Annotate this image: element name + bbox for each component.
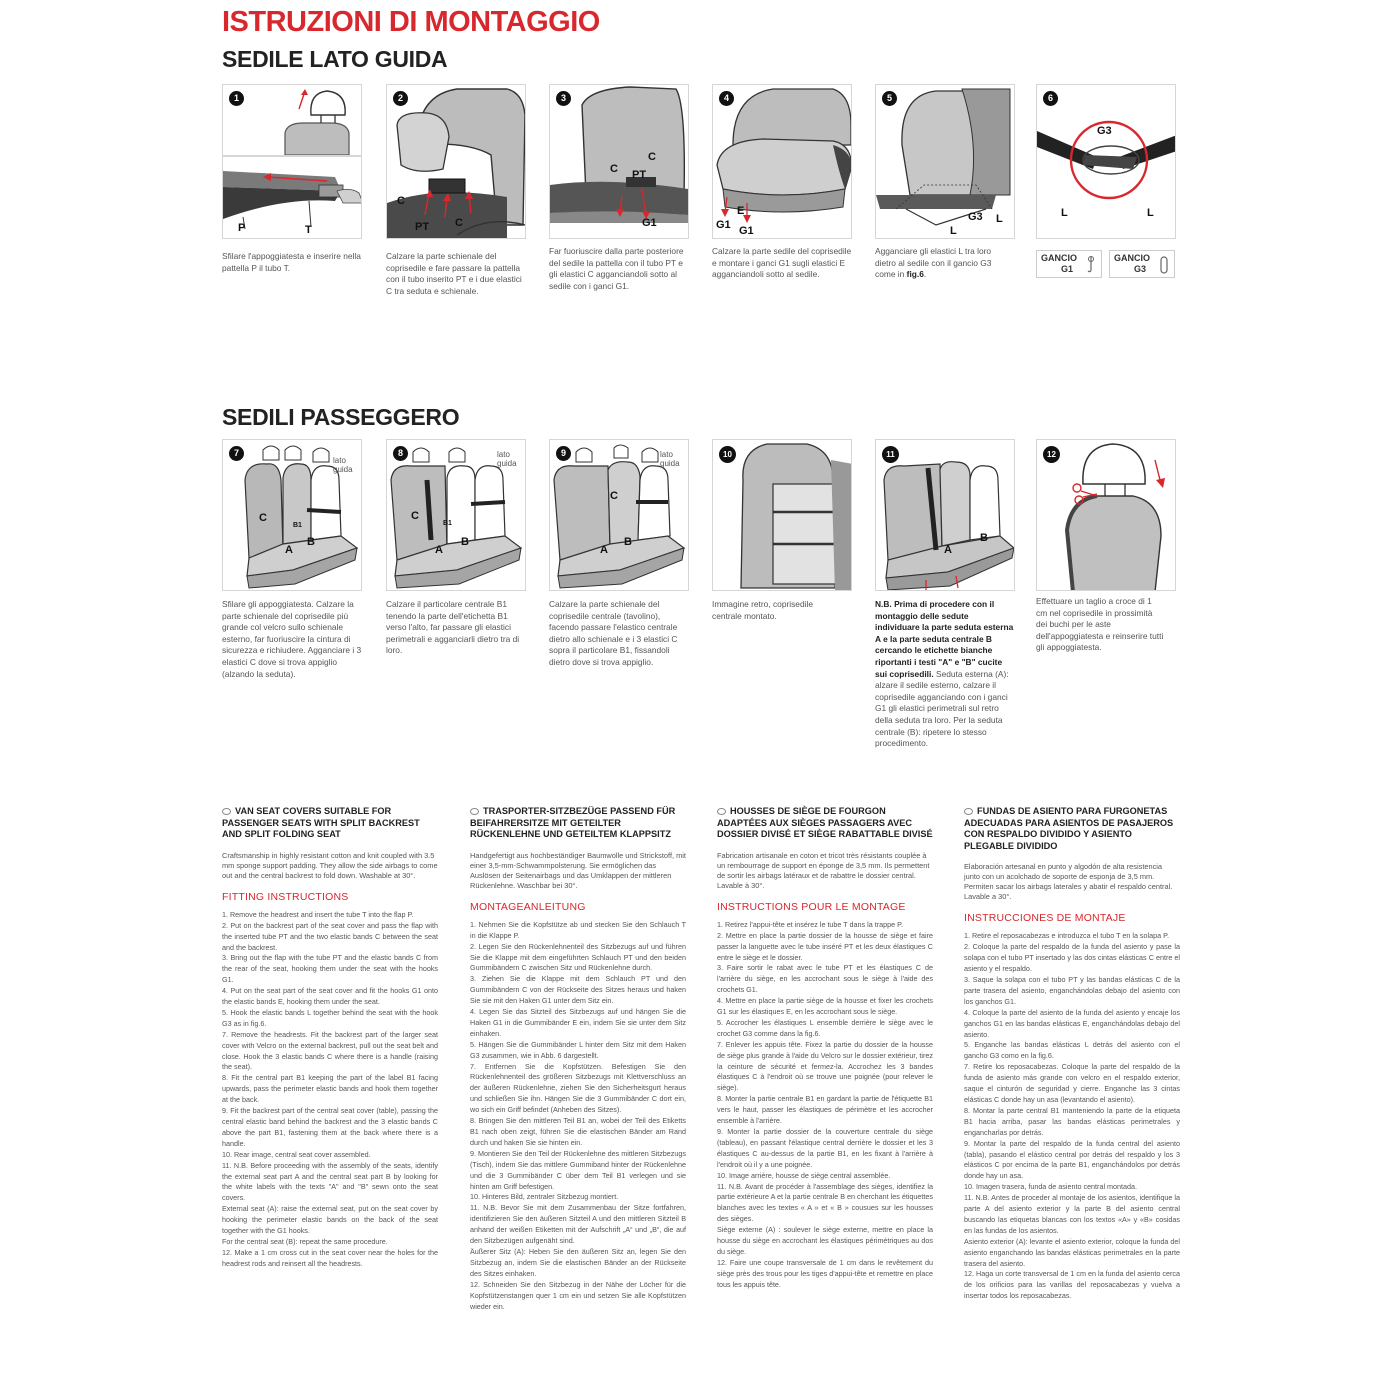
instruction-step: 1. Retirez l'appui-tête et insérez le tube T dans la trappe P. bbox=[717, 919, 903, 929]
language-column-en bbox=[222, 806, 438, 1270]
language-intro-es: Elaboración artesanal en punto y algodón de alta resistencia junto con un acolchado de soporte de esponja de 3,5 mm. Permiten sacar los airbags laterales y abatir el respaldo central. Lavable a 30°. bbox=[964, 862, 1173, 902]
step-6-label-g3: G3 bbox=[1097, 125, 1112, 137]
step-2-label-c-right: C bbox=[455, 217, 463, 229]
step-3-number: 3 bbox=[556, 91, 571, 106]
instruction-step: Siège externe (A) : soulever le siège externe, mettre en place la housse du siège en accrochant les élastiques périmétriques au dos du siège. bbox=[717, 1225, 933, 1256]
step-9-label-a: A bbox=[600, 544, 608, 556]
step-8-label-c: C bbox=[411, 510, 419, 522]
language-intro-fr: Fabrication artisanale en coton et tricot très résistants couplée à un rembourrage de support en éponge de 3,5 mm. Ils permettent de sortir les airbags latéraux et de rabattre le dossier central. Lavable à 30°. bbox=[717, 850, 930, 890]
step-12-number: 12 bbox=[1043, 446, 1060, 463]
instruction-step: 5. Hängen Sie die Gummibänder L hinter dem Sitz mit dem Haken G3 zusammen, wie in Abb. 6 dargestellt. bbox=[470, 1039, 686, 1060]
step-12-illustration bbox=[1036, 439, 1176, 591]
language-heading-de: TRASPORTER-SITZBEZÜGE PASSEND FÜR BEIFAHRERSITZE MIT GETEILTER RÜCKENLEHNE UND GETEILTEM KLAPPSITZ bbox=[470, 806, 676, 840]
step-4-caption: Calzare la parte sedile del coprisedile e montare i ganci G1 sugli elastici E agganciandoli sotto al sedile. bbox=[712, 246, 852, 280]
language-heading-es: FUNDAS DE ASIENTO PARA FURGONETAS ADECUADAS PARA ASIENTOS DE PASAJEROS CON RESPALDO DIVIDIDO Y ASIENTO PLEGABLE DIVIDIDO bbox=[964, 806, 1174, 851]
instruction-step: 1. Retire el reposacabezas e introduzca el tubo T en la solapa P. bbox=[964, 931, 1169, 941]
step-10-caption: Immagine retro, coprisedile centrale montato. bbox=[712, 599, 814, 621]
language-column-fr bbox=[717, 806, 933, 1291]
step-8-label-b1: B1 bbox=[443, 520, 452, 527]
instruction-step: 4. Mettre en place la partie siège de la housse et fixer les crochets G1 sur les élastiques E, en les accrochant sous le siège. bbox=[717, 996, 933, 1017]
step-1-illustration-top bbox=[222, 84, 362, 156]
step-8-number: 8 bbox=[393, 446, 408, 461]
language-steps-en bbox=[222, 910, 438, 1270]
instruction-step: 10. Rear image, central seat cover assembled. bbox=[222, 1149, 371, 1159]
hook-g3-legend bbox=[1109, 250, 1175, 278]
instruction-step: For the central seat (B): repeat the same procedure. bbox=[222, 1236, 388, 1246]
step-4-illustration bbox=[712, 84, 852, 239]
language-steps-es bbox=[964, 931, 1180, 1302]
step-3-label-c-left: C bbox=[610, 163, 618, 175]
instruction-step: 10. Imagen trasera, funda de asiento central montada. bbox=[964, 1182, 1138, 1192]
page-title: ISTRUZIONI DI MONTAGGIO bbox=[222, 6, 600, 38]
instruction-step: 12. Schneiden Sie den Sitzbezug in der Nähe der Löcher für die Kopfstützenstangen quer 1 cm ein und setzen Sie alle Kopfstützen wieder ein. bbox=[470, 1279, 686, 1311]
language-column-es bbox=[964, 806, 1180, 1302]
step-1-number: 1 bbox=[229, 91, 244, 106]
step-10-number: 10 bbox=[719, 446, 736, 463]
instruction-step: 5. Hook the elastic bands L together behind the seat with the hook G3 as in fig.6. bbox=[222, 1007, 438, 1028]
step-2-illustration bbox=[386, 84, 526, 239]
step-1-label-p: P bbox=[238, 222, 246, 234]
step-9-side-label: lato guida bbox=[660, 450, 680, 468]
step-5-illustration bbox=[875, 84, 1015, 239]
instruction-step: 2. Legen Sie den Rückenlehnenteil des Sitzbezugs auf und führen Sie die Klappe mit dem eingeführten Schlauch PT und den beiden Gummibändern C zwischen Sitz und Rückenlehne durch. bbox=[470, 941, 686, 973]
step-2-label-pt: PT bbox=[415, 221, 430, 233]
hook-g3-line2: G3 bbox=[1134, 264, 1147, 274]
instruction-step: 8. Bringen Sie den mittleren Teil B1 an, wobei der Teil des Etiketts B1 nach oben zeigt, führen Sie die elastischen Bänder am Rand durch und haken Sie sie hinten ein. bbox=[470, 1116, 686, 1147]
step-6-illustration bbox=[1036, 84, 1176, 239]
instruction-step: 5. Enganche las bandas elásticas L detrás del asiento con el gancho G3 como en la fig.6. bbox=[964, 1040, 1180, 1061]
step-7-label-a: A bbox=[285, 544, 293, 556]
hook-g1-line2: G1 bbox=[1061, 264, 1074, 274]
step-11-illustration bbox=[875, 439, 1015, 591]
step-9-label-c: C bbox=[610, 490, 618, 502]
step-3-label-pt: PT bbox=[632, 169, 647, 181]
hook-g1-icon bbox=[1086, 255, 1096, 275]
instruction-step: 3. Saque la solapa con el tubo PT y las bandas elásticas C de la parte trasera del asiento, enganchándolas debajo del asiento con los ganchos G1. bbox=[964, 975, 1180, 1006]
language-heading-fr: HOUSSES DE SIÈGE DE FOURGON ADAPTÉES AUX SIÈGES PASSAGERS AVEC DOSSIER DIVISÉ ET SIÈGE RABATTABLE DIVISÉ bbox=[717, 806, 933, 840]
section-title-driver: SEDILE LATO GUIDA bbox=[222, 46, 448, 72]
step-6-label-l-left: L bbox=[1061, 207, 1068, 219]
step-2-number: 2 bbox=[393, 91, 408, 106]
language-heading-en: VAN SEAT COVERS SUITABLE FOR PASSENGER SEATS WITH SPLIT BACKREST AND SPLIT FOLDING SEAT bbox=[222, 806, 420, 840]
step-5-label-l-right: L bbox=[996, 213, 1003, 225]
step-3-illustration bbox=[549, 84, 689, 239]
instruction-step: 4. Coloque la parte del asiento de la funda del asiento y encaje los ganchos G1 en las bandas elásticas E, enganchándolas debajo del asiento. bbox=[964, 1007, 1180, 1039]
flag-icon bbox=[222, 808, 231, 815]
instruction-step: 8. Fit the central part B1 keeping the part of the label B1 facing upwards, pass the perimeter elastic bands and hook them together at the back. bbox=[222, 1073, 438, 1105]
step-5-label-g3: G3 bbox=[968, 211, 983, 223]
flag-icon bbox=[470, 808, 479, 815]
instruction-step: Asiento exterior (A): levante el asiento exterior, coloque la funda del asiento enganchando las bandas elásticas perimetrales en la parte trasera del asiento. bbox=[964, 1236, 1180, 1268]
language-steps-fr bbox=[717, 920, 933, 1291]
instruction-step: 2. Put on the backrest part of the seat cover and pass the flap with the inserted tube PT and the two elastic bands C between the seat and the backrest. bbox=[222, 920, 438, 952]
instruction-step: 9. Montieren Sie den Teil der Rückenlehne des mittleren Sitzbezugs (Tisch), indem Sie das mittlere Gummiband hinter der Rückenlehne und die 3 Gummibänder C über dem Teil B1 verlegen und sie hinten am Griff befestigen. bbox=[470, 1148, 686, 1191]
flag-icon bbox=[964, 808, 973, 815]
hook-g1-legend bbox=[1036, 250, 1102, 278]
step-11-caption: N.B. Prima di procedere con il montaggio delle sedute individuare la parte seduta esterna A e la parte seduta centrale B cercando le etichette bianche riportanti i testi "A" e "B" cucite sui coprisedili. Seduta esterna (A): alzare il sedile esterno, calzare il coprisedile agganciando con i ganci G1 gli elastici perimetrali sul retro della seduta tra loro. Per la seduta centrale (B): ripetere lo stesso procedimento. bbox=[875, 599, 1014, 749]
language-subheading-es: INSTRUCCIONES DE MONTAJE bbox=[964, 912, 1126, 925]
step-5-label-l-bottom: L bbox=[950, 225, 957, 237]
step-5-caption: Agganciare gli elastici L tra loro dietro al sedile con il gancio G3 come in fig.6. bbox=[875, 246, 992, 280]
instruction-step: 10. Image arrière, housse de siège central assemblée. bbox=[717, 1170, 891, 1180]
instruction-step: 1. Nehmen Sie die Kopfstütze ab und stecken Sie den Schlauch T in die Klappe P. bbox=[470, 919, 686, 940]
instruction-step: 4. Legen Sie das Sitzteil des Sitzbezugs auf und hängen Sie die Haken G1 in die Gummibänder E ein, indem Sie sie unter dem Sitz einhaken. bbox=[470, 1007, 686, 1038]
flag-icon bbox=[717, 808, 726, 815]
instruction-step: 7. Retire los reposacabezas. Coloque la parte del respaldo de la funda de asiento más grande con velcro en el respaldo exterior, saque el cinturón de seguridad y cierre. Enganche las 3 cintas elásticas C donde hay un asa (levantando el asiento). bbox=[964, 1062, 1180, 1104]
step-7-label-b: B bbox=[307, 536, 315, 548]
language-subheading-de: MONTAGEANLEITUNG bbox=[470, 900, 586, 913]
step-9-number: 9 bbox=[556, 446, 571, 461]
step-4-number: 4 bbox=[719, 91, 734, 106]
hook-g1-line1: GANCIO bbox=[1041, 253, 1077, 263]
step-11-label-a: A bbox=[944, 544, 952, 556]
step-9-label-b: B bbox=[624, 536, 632, 548]
step-4-label-g1-right: G1 bbox=[739, 225, 754, 237]
instruction-step: 11. N.B. Antes de proceder al montaje de los asientos, identifique la parte A del asiento exterior y la parte B del asiento central buscando las etiquetas blancas con los textos «A» y «B» cosidas en las fundas de los asientos. bbox=[964, 1193, 1180, 1235]
step-7-caption: Sfilare gli appoggiatesta. Calzare la parte schienale del coprisedile più grande col velcro sullo schienale esterno, far fuoriuscire la cintura di sicurezza e richiudere. Agganciare i 3 elastici C dove si trova appiglio (alzando la seduta). bbox=[222, 599, 362, 679]
instruction-step: 9. Fit the backrest part of the central seat cover (table), passing the central elastic band behind the backrest and the 3 elastic bands C above the part B1, fastening them at the back where there is a handle. bbox=[222, 1106, 438, 1148]
instruction-step: 9. Monter la partie dossier de la couverture centrale du siège (tableau), en passant l'élastique central derrière le dossier et les 3 élastiques C au-dessus de la partie B1, en les fixant à l'arrière à l'endroit où il y a une poignée. bbox=[717, 1127, 933, 1169]
step-11-number: 11 bbox=[882, 446, 899, 463]
step-7-illustration bbox=[222, 439, 362, 591]
step-8-caption: Calzare il particolare centrale B1 tenendo la parte dell'etichetta B1 verso l'alto, far passare gli elastici perimetrali e agganciarli dietro tra di loro. bbox=[386, 599, 520, 656]
instruction-step: 10. Hinteres Bild, zentraler Sitzbezug montiert. bbox=[470, 1192, 619, 1202]
instruction-step: 11. N.B. Avant de procéder à l'assemblage des sièges, identifiez la partie extérieure A et la partie centrale B en cherchant les étiquettes blanches avec les textes « A » et « B » cousues sur les housses des sièges. bbox=[717, 1181, 933, 1224]
step-9-illustration bbox=[549, 439, 689, 591]
language-subheading-en: FITTING INSTRUCTIONS bbox=[222, 890, 349, 903]
language-intro-en: Craftsmanship in highly resistant cotton and knit coupled with 3.5 mm sponge support padding. They allow the side airbags to come out and the central backrest to fold down. Washable at 30°. bbox=[222, 850, 438, 880]
instruction-step: Äußerer Sitz (A): Heben Sie den äußeren Sitz an, legen Sie den Sitzbezug an, indem Sie die elastischen Bänder an der Rückseite des Sitzes einhaken. bbox=[470, 1246, 686, 1278]
hook-g3-icon bbox=[1159, 255, 1169, 275]
instruction-step: 3. Faire sortir le rabat avec le tube PT et les élastiques C de l'arrière du siège, en les accrochant sous le siège à l'aide des crochets G1. bbox=[717, 963, 933, 995]
instruction-step: 8. Montar la parte central B1 manteniendo la parte de la etiqueta B1 hacia arriba, pasar las bandas elásticas perimetrales y engancharlas por detrás. bbox=[964, 1105, 1180, 1137]
step-1-label-t: T bbox=[305, 224, 312, 236]
instruction-step: 7. Remove the headrests. Fit the backrest part of the larger seat cover with Velcro on the external backrest, pull out the seat belt and close. Hook the 3 elastic bands C where there is a handle (raising the seat). bbox=[222, 1029, 438, 1072]
step-10-illustration bbox=[712, 439, 852, 591]
instruction-step: 7. Enlever les appuis tête. Fixez la partie du dossier de la housse de siège plus grande à l'aide du Velcro sur le dossier extérieur, tirez la ceinture de sécurité et fermez-la. Accrochez les 3 bandes élastiques C à l'endroit où se trouve une poignée (pour relever le siège). bbox=[717, 1039, 933, 1093]
language-subheading-fr: INSTRUCTIONS POUR LE MONTAGE bbox=[717, 900, 906, 913]
step-8-label-a: A bbox=[435, 544, 443, 556]
section-title-passenger: SEDILI PASSEGGERO bbox=[222, 404, 460, 430]
step-6-label-l-right: L bbox=[1147, 207, 1154, 219]
step-8-side-label: lato guida bbox=[497, 450, 517, 468]
step-8-label-b: B bbox=[461, 536, 469, 548]
step-3-caption: Far fuoriuscire dalla parte posteriore del sedile la pattella con il tubo PT e gli elastici C agganciandoli sotto al sedile con i ganci G1. bbox=[549, 246, 684, 291]
step-11-label-b: B bbox=[980, 532, 988, 544]
instruction-step: 2. Coloque la parte del respaldo de la funda del asiento y pase la solapa con el tubo PT insertado y las dos cintas elásticas C entre el asiento y el respaldo. bbox=[964, 942, 1180, 974]
language-steps-de bbox=[470, 920, 686, 1313]
language-column-de bbox=[470, 806, 686, 1312]
step-3-label-g1: G1 bbox=[642, 217, 657, 229]
instruction-step: 1. Remove the headrest and insert the tube T into the flap P. bbox=[222, 909, 414, 919]
instruction-step: 9. Montar la parte del respaldo de la funda central del asiento (tabla), pasando el elástico central por detrás del respaldo y los 3 elásticos C por encima de la parte B1, enganchándolos por detrás donde hay un asa. bbox=[964, 1138, 1180, 1181]
instruction-step: 7. Entfernen Sie die Kopfstützen. Befestigen Sie den Rückenlehnenteil des größeren Sitzbezugs mit Klettverschluss an der äußeren Rückenlehne, ziehen Sie den Sicherheitsgurt heraus und schließen Sie ihn. Hängen Sie die 3 Gummibänder C dort ein, wo sich ein Griff befindet (Anheben des Sitzes). bbox=[470, 1061, 686, 1115]
step-5-number: 5 bbox=[882, 91, 897, 106]
step-7-number: 7 bbox=[229, 446, 244, 461]
instruction-step: 12. Haga un corte transversal de 1 cm en la funda del asiento cerca de los orificios para las varillas del reposacabezas y vuelva a insertar todos los reposacabezas. bbox=[964, 1269, 1180, 1301]
step-7-side-label: lato guida bbox=[333, 456, 353, 474]
hook-g3-line1: GANCIO bbox=[1114, 253, 1150, 263]
step-6-number: 6 bbox=[1043, 91, 1058, 106]
instruction-step: 5. Accrocher les élastiques L ensemble derrière le siège avec le crochet G3 comme dans la fig.6. bbox=[717, 1017, 933, 1038]
step-2-label-c-left: C bbox=[397, 195, 405, 207]
step-3-label-c-right: C bbox=[648, 151, 656, 163]
instruction-step: 4. Put on the seat part of the seat cover and fit the hooks G1 onto the elastic bands E, hooking them under the seat. bbox=[222, 986, 438, 1007]
step-12-caption: Effettuare un taglio a croce di 1 cm nel coprisedile in prossimità dei buchi per le aste dell'appoggiatesta e reinserire tutti gli appoggiatesta. bbox=[1036, 596, 1164, 653]
step-9-caption: Calzare la parte schienale del coprisedile centrale (tavolino), facendo passare l'elastico centrale dietro allo schienale e i 3 elastici C sopra il particolare B1, fissandoli dietro dove si trova appiglio. bbox=[549, 599, 678, 667]
language-intro-de: Handgefertigt aus hochbeständiger Baumwolle und Strickstoff, mit einer 3,5-mm-Schwammpolsterung. Sie ermöglichen das Auslösen der Seitenairbags und das Umklappen der mittleren Rückenlehne. Waschbar bei 30°. bbox=[470, 850, 686, 890]
step-4-label-e: E bbox=[737, 205, 745, 217]
instruction-step: 8. Monter la partie centrale B1 en gardant la partie de l'étiquette B1 vers le haut, passer les élastiques de périmètre et les accrocher ensemble à l'arrière. bbox=[717, 1094, 933, 1126]
step-8-illustration bbox=[386, 439, 526, 591]
instruction-step: 12. Faire une coupe transversale de 1 cm dans le revêtement du siège près des trous pour les tiges d'appui-tête et remettre en place tous les appuis tête. bbox=[717, 1257, 933, 1289]
instruction-step: 3. Ziehen Sie die Klappe mit dem Schlauch PT und den Gummibändern C von der Rückseite des Sitzes heraus und haken Sie sie mit den Haken G1 unter dem Sitz ein. bbox=[470, 974, 686, 1006]
step-7-label-c: C bbox=[259, 512, 267, 524]
step-4-label-g1-left: G1 bbox=[716, 219, 731, 231]
instruction-step: 2. Mettre en place la partie dossier de la housse de siège et faire passer la languette avec le tube inséré PT et les deux élastiques C entre le siège et le dossier. bbox=[717, 930, 933, 962]
instruction-step: External seat (A): raise the external seat, put on the seat cover by hooking the perimeter elastic bands on the back of the seat together with the G1 hooks. bbox=[222, 1204, 438, 1236]
step-2-caption: Calzare la parte schienale del coprisedile e fare passare la pattella con il tubo inserito PT e i due elastici C tra seduta e schienale. bbox=[386, 251, 522, 296]
step-1-illustration-bottom bbox=[222, 156, 362, 239]
instruction-step: 11. N.B. Before proceeding with the assembly of the seats, identify the external seat part A and the central seat part B by looking for the white labels with the texts "A" and "B" sewn onto the seat covers. bbox=[222, 1160, 438, 1203]
instruction-step: 3. Bring out the flap with the tube PT and the elastic bands C from the rear of the seat, hooking them under the seat with the hooks G1. bbox=[222, 953, 438, 985]
step-1-caption: Sfilare l'appoggiatesta e inserire nella pattella P il tubo T. bbox=[222, 251, 361, 273]
instruction-step: 12. Make a 1 cm cross cut in the seat cover near the holes for the headrest rods and reinsert all the headrests. bbox=[222, 1247, 438, 1268]
step-7-label-b1: B1 bbox=[293, 522, 302, 529]
instruction-step: 11. N.B. Bevor Sie mit dem Zusammenbau der Sitze fortfahren, identifizieren Sie den äußeren Sitzteil A und den mittleren Sitzteil B anhand der weißen Etiketten mit der Aufschrift „A“ und „B“, die auf den Sitzbezügen aufgenäht sind. bbox=[470, 1203, 686, 1246]
